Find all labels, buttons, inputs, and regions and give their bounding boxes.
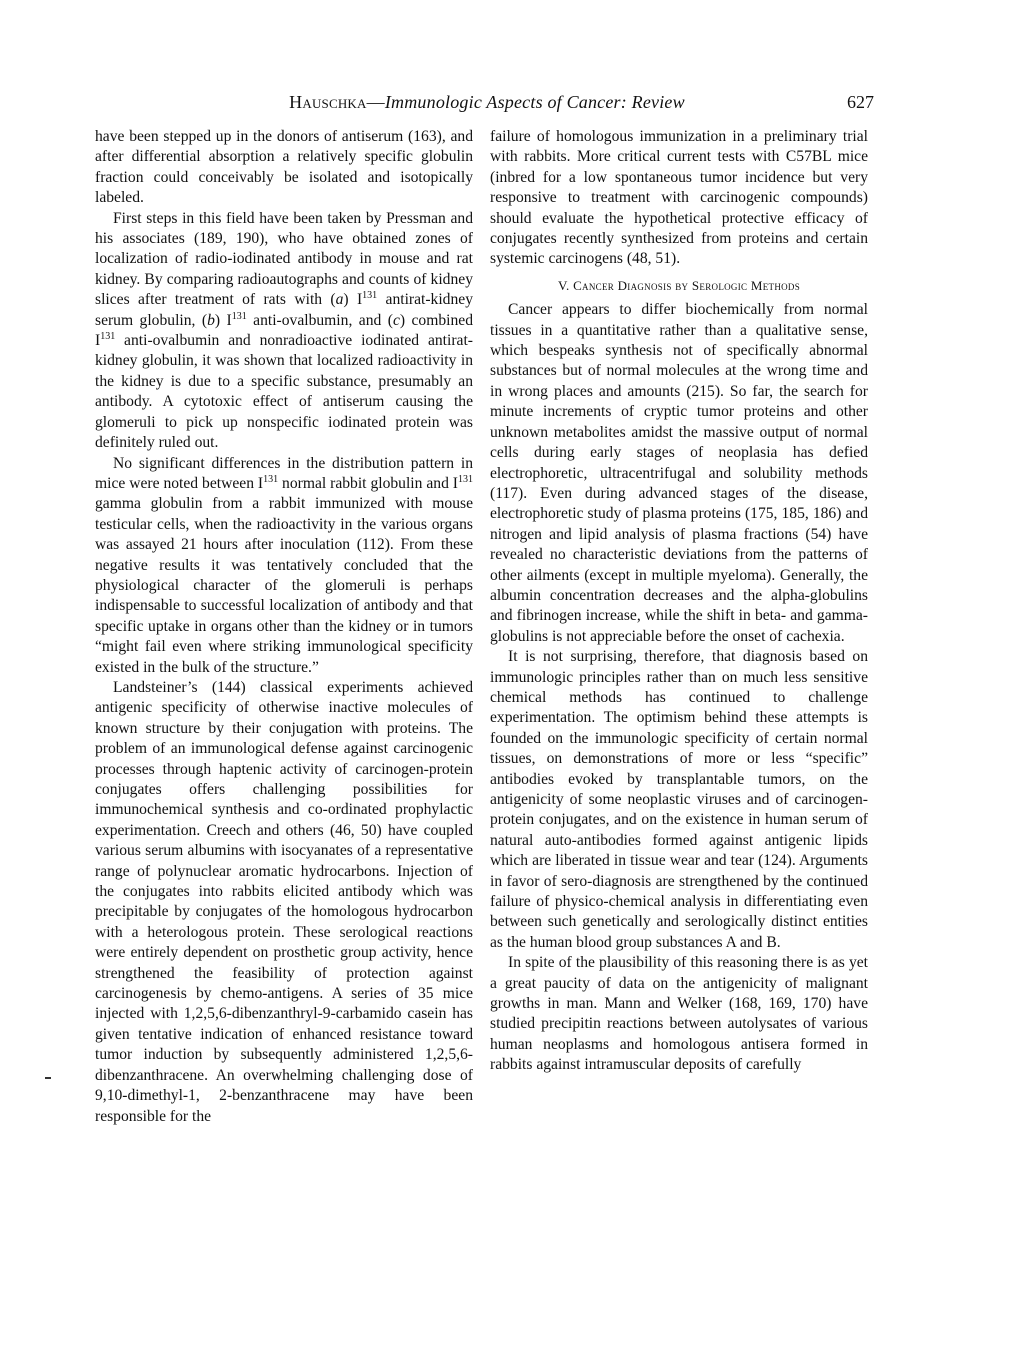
paragraph-antiserum-donors: have been stepped up in the donors of antiserum (163), and after differential absorption a relatively specific globulin fraction could conceivably be isolated and isotopically labeled. — [95, 128, 473, 207]
section-number: V. — [557, 277, 570, 293]
right-column — [490, 127, 868, 1076]
section-title: Cancer Diagnosis by Serologic Methods — [573, 277, 801, 293]
page-number: 627 — [847, 92, 874, 112]
running-head-separator: — — [366, 92, 385, 112]
page-header — [100, 92, 874, 122]
paragraph-homologous-immunization: failure of homologous immunization in a preliminary trial with rabbits. More critical current tests with C57BL mice (inbred for a low spontaneous tumor incidence but very responsive to treatment with carcinogenic compounds) should evaluate the hypothetical protective efficacy of conjugates recently synthesized from proteins and certain systemic carcinogens (48, 51). — [490, 128, 868, 268]
paragraph-landsteiner: Landsteiner’s (144) classical experiments achieved antigenic specificity of otherwise inactive molecules of known structure by their conjugation with proteins. The problem of an immunological defense against carcinogenic processes through haptenic activity of carcinogen-protein conjugates offers challenging possibilities for immunochemical synthesis and co-ordinated prophylactic experimentation. Creech and others (46, 50) have coupled various serum albumins with isocyanates of a representative range of polynuclear aromatic hydrocarbons. Injection of the conjugates into rabbits elicited antibody which was precipitable by conjugates of the homologous hydrocarbon with a heterologous protein. These serological reactions were entirely dependent on prosthetic group activity, hence strengthened the feasibility of protection against carcinogenesis by chemo-antigens. A series of 35 mice injected with 1,2,5,6-dibenzanthryl-9-carbamido casein has given tentative indication of enhanced resistance toward tumor induction by subsequently administered 1,2,5,6-dibenzanthracene. An overwhelming challenging dose of 9,10-dimethyl-1, 2-benzanthracene may have been responsible for the — [95, 678, 473, 1125]
running-head-author: Hauschka — [289, 92, 367, 112]
margin-mark — [45, 1077, 51, 1079]
paragraph-distribution-pattern: No significant differences in the distribution pattern in mice were noted between $I^{131}$ normal rabbit globulin and $I^{131}$ gamma globulin from a rabbit immunized with mouse testicular cells, when the radioactivity in the various organs was assayed 21 hours after inoculation (112). From these negative results it was tentatively concluded that the physiological character of the glomeruli is perhaps indispensable to successful localization of antibody and that specific uptake in organs other than the kidney or in tumors “might fail even where striking immunological specificity existed in the bulk of the structure.” — [95, 454, 473, 676]
paragraph-plausibility: In spite of the plausibility of this reasoning there is as yet a great paucity of data on the antigenicity of malignant growths in man. Mann and Welker (168, 169, 170) have studied precipitin reactions between autolysates of various human neoplasms and homologous antisera formed in rabbits against intramuscular deposits of carefully — [490, 954, 868, 1074]
paragraph-cancer-biochemistry: Cancer appears to differ biochemically from normal tissues in a quantitative rather than a qualitative sense, which bespeaks synthesis not of specifically abnormal substances but of normal molecules at the wrong time and in wrong places and amounts (215). So far, the search for minute increments of cryptic tumor proteins and other unknown metabolites amidst the massive output of normal cells during early stages of neoplasia has defied electrophoretic, ultracentrifugal and solubility methods (117). Even during advanced stages of the disease, electrophoretic study of plasma proteins (175, 185, 186) and nitrogen and lipid analysis of plasma fractions (54) have revealed no characteristic deviations from the patterns of other ailments (except in multiple myeloma). Generally, the albumin concentration decreases and the alpha-globulins and fibrinogen increase, while the shift in beta- and gamma-globulins is not appreciable before the onset of cachexia. — [490, 301, 868, 645]
running-head-title: Immunologic Aspects of Cancer: Review — [384, 92, 685, 112]
section-heading — [490, 276, 868, 296]
running-head — [100, 92, 874, 113]
paragraph-pressman: First steps in this field have been taken by Pressman and his associates (189, 190), who have obtained zones of localization of radio-iodinated antibody in mouse and rat kidney. By comparing radioautographs and counts of kidney slices after treatment of rats with (a) $I^{131}$ antirat-kidney serum globulin, (b) $I^{131}$ anti-ovalbumin, and (c) combined $I^{131}$ anti-ovalbumin and nonradioactive iodinated antirat-kidney globulin, it was shown that localized radioactivity in the kidney is due to a specific substance, presumably an antibody. A cytotoxic effect of antiserum causing the glomeruli to pick up nonspecific iodinated protein was definitely ruled out. — [95, 209, 473, 452]
left-column — [95, 127, 473, 1127]
paragraph-immunologic-diagnosis: It is not surprising, therefore, that diagnosis based on immunologic principles rather than on much less sensitive chemical methods has continued to challenge experimentation. The optimism behind these attempts is founded on the immunologic specificity of certain normal tissues, on demonstrations of more or less “specific” antibodies evoked by transplantable tumors, on the antigenicity of some neoplastic viruses and of carcinogen-protein conjugates, and on the existence in human serum of natural auto-antibodies formed against antigenic lipids which are liberated in tissue wear and tear (124). Arguments in favor of sero-diagnosis are strengthened by the continued failure of physico-chemical analysis in differentiating even between such genetically and serologically distinct entities as the human blood group substances A and B. — [490, 648, 868, 951]
